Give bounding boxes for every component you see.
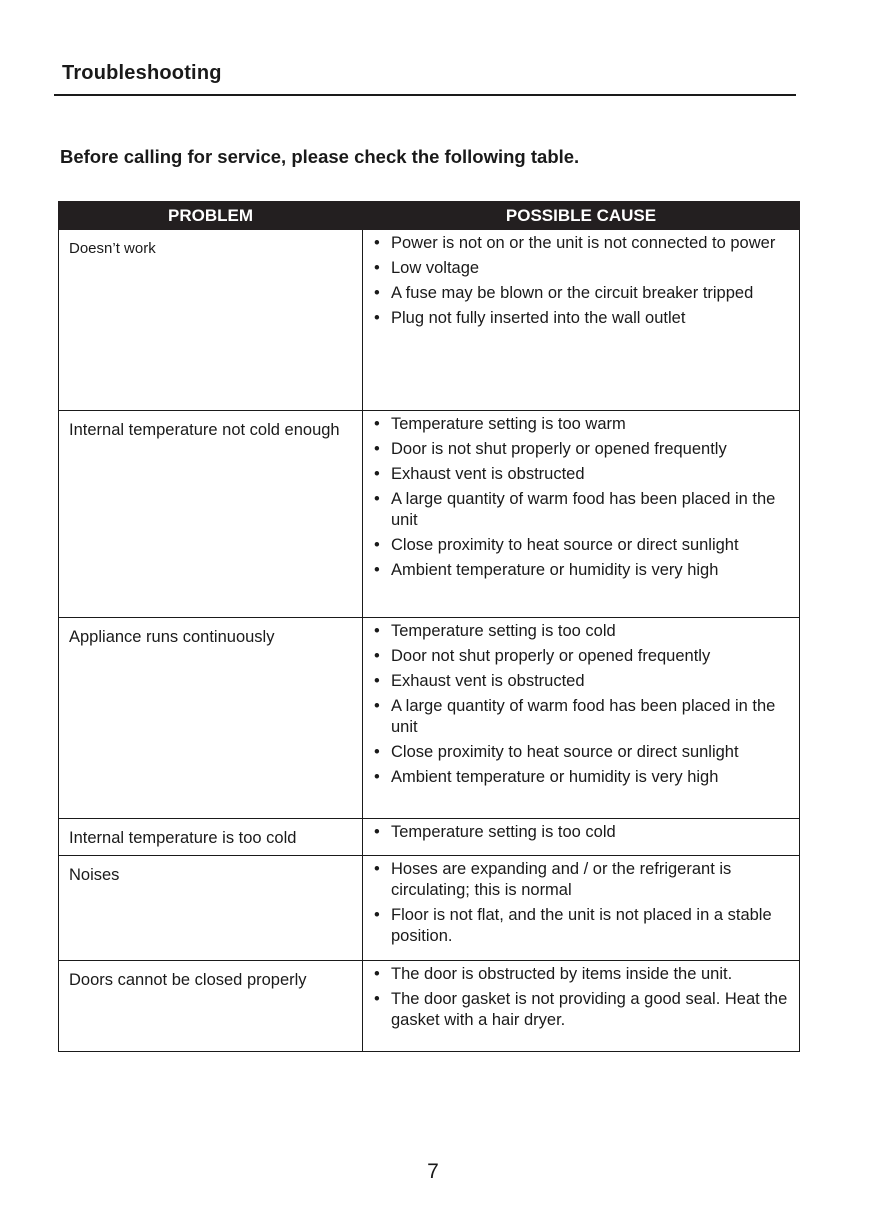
- cause-column-header: POSSIBLE CAUSE: [363, 202, 800, 230]
- cause-item: • Plug not fully inserted into the wall outlet: [373, 308, 795, 329]
- cause-item: • Temperature setting is too cold: [373, 621, 795, 642]
- problem-cell: Doors cannot be closed properly: [59, 961, 363, 1052]
- causes-cell: [363, 230, 800, 411]
- cause-item: • A large quantity of warm food has been placed in the unit: [373, 489, 795, 531]
- cause-item: • Temperature setting is too cold: [373, 822, 795, 843]
- cause-item: • Door is not shut properly or opened frequently: [373, 439, 795, 460]
- cause-list: [373, 859, 795, 947]
- causes-cell: [363, 411, 800, 618]
- section-title: Troubleshooting: [62, 62, 222, 84]
- problem-cell: Appliance runs continuously: [59, 618, 363, 819]
- table-row: [59, 618, 800, 819]
- table-row: [59, 411, 800, 618]
- cause-item: • A large quantity of warm food has been placed in the unit: [373, 696, 795, 738]
- cause-list: [373, 822, 795, 843]
- cause-item: • Close proximity to heat source or direct sunlight: [373, 535, 795, 556]
- causes-cell: [363, 961, 800, 1052]
- cause-list: [373, 233, 795, 329]
- cause-list: [373, 621, 795, 788]
- problem-cell: Doesn’t work: [59, 230, 363, 411]
- causes-cell: [363, 856, 800, 961]
- cause-item: • The door gasket is not providing a good seal. Heat the gasket with a hair dryer.: [373, 989, 795, 1031]
- cause-list: [373, 414, 795, 581]
- cause-item: • Exhaust vent is obstructed: [373, 464, 795, 485]
- problem-cell: Internal temperature not cold enough: [59, 411, 363, 618]
- cause-item: • Close proximity to heat source or direct sunlight: [373, 742, 795, 763]
- table-row: [59, 230, 800, 411]
- table-row: [59, 961, 800, 1052]
- troubleshooting-table: [58, 201, 800, 1052]
- problem-column-header: PROBLEM: [59, 202, 363, 230]
- causes-cell: [363, 618, 800, 819]
- problem-cell: Internal temperature is too cold: [59, 819, 363, 856]
- cause-list: [373, 964, 795, 1031]
- cause-item: • Hoses are expanding and / or the refrigerant is circulating; this is normal: [373, 859, 795, 901]
- cause-item: • Power is not on or the unit is not connected to power: [373, 233, 795, 254]
- table-header-row: [59, 202, 800, 230]
- cause-item: • Floor is not flat, and the unit is not placed in a stable position.: [373, 905, 795, 947]
- table-row: [59, 819, 800, 856]
- cause-item: • Exhaust vent is obstructed: [373, 671, 795, 692]
- causes-cell: [363, 819, 800, 856]
- page-number: 7: [427, 1160, 439, 1183]
- intro-text: Before calling for service, please check the following table.: [60, 146, 580, 167]
- cause-item: • Temperature setting is too warm: [373, 414, 795, 435]
- table-row: [59, 856, 800, 961]
- cause-item: • Door not shut properly or opened frequently: [373, 646, 795, 667]
- cause-item: • Low voltage: [373, 258, 795, 279]
- cause-item: • Ambient temperature or humidity is very high: [373, 767, 795, 788]
- problem-cell: Noises: [59, 856, 363, 961]
- cause-item: • The door is obstructed by items inside the unit.: [373, 964, 795, 985]
- title-divider: [54, 94, 796, 96]
- cause-item: • A fuse may be blown or the circuit breaker tripped: [373, 283, 795, 304]
- cause-item: • Ambient temperature or humidity is very high: [373, 560, 795, 581]
